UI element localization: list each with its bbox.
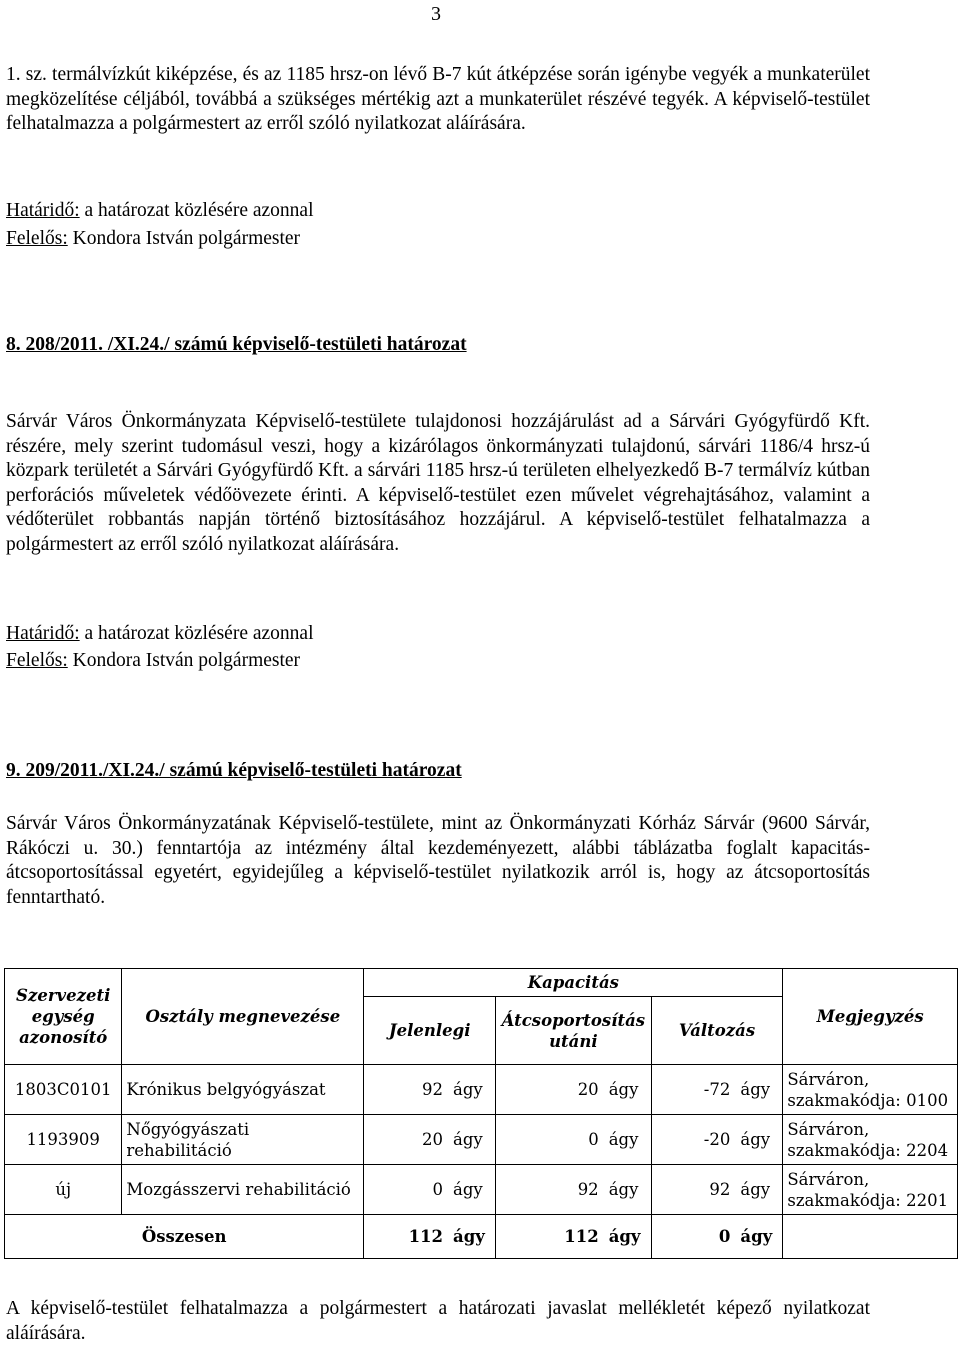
total-after: 112 (564, 1227, 599, 1246)
total-current: 112 (408, 1227, 444, 1246)
row-unit: ágy (740, 1080, 771, 1099)
header-capacity: Kapacitás (364, 969, 783, 997)
row-change: -72 (703, 1080, 731, 1099)
responsible-value: Kondora István polgármester (67, 228, 301, 249)
row-unit: ágy (740, 1130, 771, 1149)
header-note: Megjegyzés (783, 969, 958, 1065)
total-note (783, 1215, 958, 1259)
row-unit: ágy (608, 1180, 639, 1199)
row-current: 92 (422, 1080, 444, 1099)
resolution8-responsible (6, 649, 300, 674)
total-label: Összesen (5, 1215, 364, 1259)
resolution8-body: Sárvár Város Önkormányzata Képviselő-testülete tulajdonosi hozzájárulást ad a Sárvári Gyógyfürdő Kft. részére, mely szerint tudomásul veszi, hogy a kizárólagos önkormányzati tulajdonú, sárvári 1186/4 hrsz-ú közpark területét a Sárvári Gyógyfürdő Kft. a sárvári 1185 hrsz-ú területen elhelyezkedő B-7 termálvíz kútban perforációs műveletek védőövezete érinti. A képviselő-testület ezen művelet végrehajtásához, valamint a védőterület robbantás napján történő biztosításához hozzájárul. A képviselő-testület felhatalmazza a polgármestert az erről szóló nyilatkozat aláírására. (6, 411, 870, 555)
total-unit: ágy (740, 1227, 773, 1246)
row-name: Krónikus belgyógyászat (122, 1065, 364, 1115)
row-note: Sárváron, szakmakódja: 2201 (783, 1165, 958, 1215)
row-current: 20 (422, 1130, 444, 1149)
section1-responsible (6, 227, 300, 252)
table-row (5, 1065, 958, 1115)
header-unit-id: Szervezeti egység azonosító (5, 969, 122, 1065)
total-unit: ágy (608, 1227, 641, 1246)
resolution8-deadline (6, 622, 314, 647)
deadline-label: Határidő: (6, 623, 80, 644)
row-unit: ágy (608, 1080, 639, 1099)
table-total-row (5, 1215, 958, 1259)
table-row (5, 1165, 958, 1215)
header-after: Átcsoportosítás utáni (496, 997, 652, 1065)
header-dept-name: Osztály megnevezése (122, 969, 364, 1065)
header-change: Változás (651, 997, 783, 1065)
resolution9-heading: 9. 209/2011./XI.24./ számú képviselő-testületi határozat (6, 760, 462, 781)
row-unit: ágy (453, 1180, 483, 1199)
deadline-label: Határidő: (6, 200, 80, 221)
row-after: 92 (577, 1180, 599, 1199)
responsible-value: Kondora István polgármester (67, 650, 301, 671)
row-name: Nőgyógyászati rehabilitáció (122, 1115, 364, 1165)
deadline-value: a határozat közlésére azonnal (79, 623, 314, 644)
table-row (5, 1115, 958, 1165)
row-id: 1803C0101 (5, 1065, 122, 1115)
row-unit: ágy (453, 1130, 483, 1149)
resolution8-heading: 8. 208/2011. /XI.24./ számú képviselő-testületi határozat (6, 334, 467, 355)
header-current: Jelenlegi (364, 997, 496, 1065)
deadline-value: a határozat közlésére azonnal (79, 200, 314, 221)
section1-deadline (6, 199, 314, 224)
row-unit: ágy (740, 1180, 771, 1199)
row-change: 92 (709, 1180, 731, 1199)
capacity-table (4, 968, 958, 1259)
responsible-label: Felelős: (6, 228, 68, 249)
total-unit: ágy (453, 1227, 485, 1246)
row-name: Mozgásszervi rehabilitáció (122, 1165, 364, 1215)
row-unit: ágy (608, 1130, 639, 1149)
resolution9-closing: A képviselő-testület felhatalmazza a polgármestert a határozati javaslat mellékletét képező nyilatkozat aláírására. (6, 1298, 870, 1344)
row-change: -20 (703, 1130, 731, 1149)
section1-body: 1. sz. termálvízkút kiképzése, és az 1185 hrsz-on lévő B-7 kút átképzése során igénybe vegyék a munkaterület megközelítése céljából, továbbá a szükséges mértékig azt a munkaterület részévé tegyék. A képviselő-testület felhatalmazza a polgármestert az erről szóló nyilatkozat aláírására. (6, 64, 870, 134)
row-after: 20 (577, 1080, 599, 1099)
row-note: Sárváron, szakmakódja: 2204 (783, 1115, 958, 1165)
page-number: 3 (431, 3, 441, 25)
row-id: 1193909 (5, 1115, 122, 1165)
row-current: 0 (432, 1180, 444, 1199)
row-unit: ágy (453, 1080, 483, 1099)
responsible-label: Felelős: (6, 650, 68, 671)
row-note: Sárváron, szakmakódja: 0100 (783, 1065, 958, 1115)
row-after: 0 (588, 1130, 599, 1149)
resolution9-body: Sárvár Város Önkormányzatának Képviselő-testülete, mint az Önkormányzati Kórház Sárvár (9600 Sárvár, Rákóczi u. 30.) fenntartója az intézmény által kezdeményezett, alábbi táblázatba foglalt kapacitás-átcsoportosítással egyetért, egyidejűleg a képviselő-testület nyilatkozik arról is, hogy az átcsoportosítás fenntartható. (6, 813, 870, 908)
total-change: 0 (718, 1227, 731, 1246)
row-id: új (5, 1165, 122, 1215)
